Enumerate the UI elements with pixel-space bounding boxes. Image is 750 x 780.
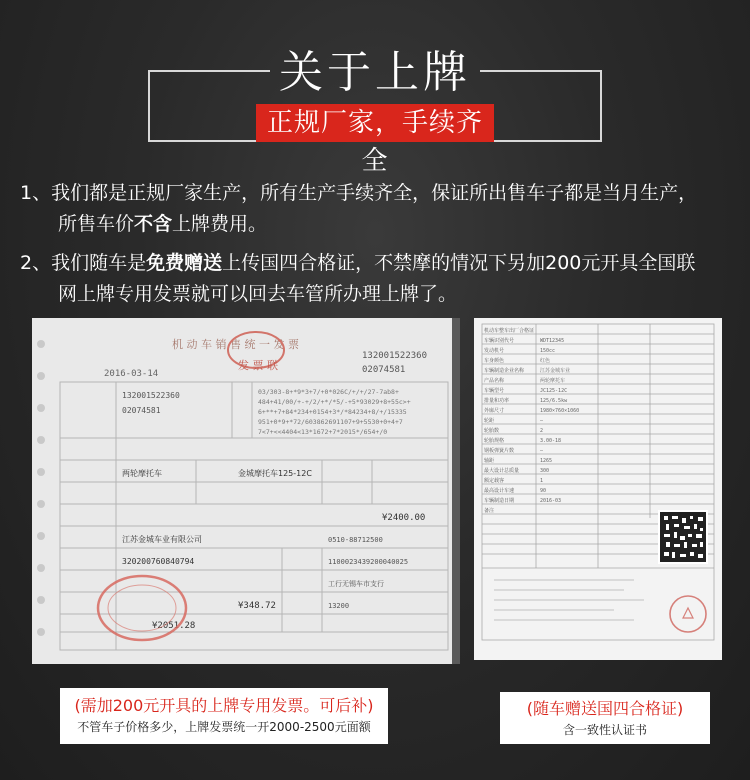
invoice-bank: 工行无锡车市支行: [328, 580, 384, 588]
cert-label: 车身颜色: [484, 358, 505, 364]
cert-label: 车辆型号: [484, 388, 505, 394]
invoice-image: [32, 318, 460, 664]
cert-value: 3.00-18: [540, 438, 562, 444]
p1-text-b: 上牌费用。: [172, 213, 268, 235]
paragraph-1-line-2: [20, 209, 732, 240]
cert-value: 1: [540, 478, 544, 484]
certificate-svg: [474, 318, 722, 660]
qr-code-icon: [658, 510, 708, 564]
cert-label: 轮胎数: [484, 428, 500, 434]
certificate-image: [474, 318, 722, 660]
invoice-tax-code: 320200760840794: [122, 557, 195, 566]
cert-value: 90: [540, 488, 547, 494]
cert-value: 2016-03: [540, 498, 562, 504]
cert-value: —: [540, 418, 544, 424]
cert-label: 钢板弹簧片数: [484, 448, 515, 454]
cert-value: 1980×760×1060: [540, 408, 580, 414]
cipher-line: 6+**+7+84*234+0154+3*/*84234+8/+/15335: [258, 408, 407, 416]
cert-label: 排量和功率: [484, 398, 510, 404]
invoice-bank-phone: 0510-88712500: [328, 536, 383, 544]
cert-label: 产品名称: [484, 378, 505, 384]
invoice-contact: 13200: [328, 602, 350, 610]
cert-label: 车辆制造企业名称: [484, 368, 525, 374]
p1-text-a: 所售车价: [58, 213, 135, 235]
cert-label: 最大设计总质量: [484, 468, 520, 474]
cipher-line: 484+41/00/+-+/2/+*/*5/-+5*93029+8+55c>+: [258, 398, 411, 406]
paragraph-2: [20, 248, 732, 310]
paragraph-1-line-1: 1、我们都是正规厂家生产，所有生产手续齐全，保证所出售车子都是当月生产，: [20, 182, 698, 204]
invoice-date: 2016-03-14: [104, 369, 159, 379]
cert-label: 车辆制造日期: [484, 498, 515, 504]
cipher-line: 951+0*9+*72/603862691107+9+5530+0+4+7: [258, 418, 403, 426]
cert-label: 轮胎规格: [484, 438, 505, 444]
cipher-line: 7<7+<<4404<13*1672+7*2015*/654+/0: [258, 428, 388, 436]
invoice-number-2: 02074581: [122, 406, 161, 415]
cert-label: 发动机号: [484, 348, 505, 354]
cert-label: 轮距: [484, 418, 495, 424]
invoice-stamp: 发 票 联: [238, 359, 278, 372]
cert-value: 125/6.5kw: [540, 398, 568, 404]
cert-label: 外廓尺寸: [484, 408, 505, 414]
invoice-amount: ¥348.72: [238, 601, 276, 611]
certificate-caption-note: 含一致性认证书: [562, 723, 647, 737]
invoice-caption: [60, 688, 388, 744]
paragraph-2-line-1: [20, 248, 732, 279]
p2-bold: 免费赠送: [146, 252, 223, 274]
invoice-header: 机 动 车 销 售 统 一 发 票: [172, 338, 299, 351]
cert-value: 江苏金城车业: [540, 368, 571, 374]
cert-value: 红色: [540, 358, 551, 364]
invoice-seller: 江苏金城车业有限公司: [122, 535, 202, 544]
invoice-svg: [32, 318, 460, 664]
cert-label: 备注: [484, 508, 495, 514]
cert-value: 300: [540, 468, 550, 474]
cert-value: 150cc: [540, 348, 556, 354]
cert-value: 两轮摩托车: [540, 378, 566, 384]
subtitle-banner: 正规厂家，手续齐全: [256, 104, 494, 142]
cipher-line: 03/303-8+*9*3+7/+0*026C/+/+/27-7ab8+: [258, 388, 399, 396]
p2-text-a: 2、我们随车是: [20, 252, 147, 274]
certificate-caption-red: (随车赠送国四合格证): [526, 699, 684, 718]
invoice-model: 金城摩托车125-12C: [238, 469, 312, 478]
certificate-caption: [500, 692, 710, 744]
invoice-code: 132001522360: [362, 351, 428, 361]
paragraph-2-line-2: 网上牌专用发票就可以回去车管所办理上牌了。: [58, 283, 458, 305]
invoice-caption-red: (需加200元开具的上牌专用发票。可后补): [74, 696, 374, 715]
cert-label: 最高设计车速: [484, 488, 515, 494]
cert-value: 2: [540, 428, 544, 434]
cert-label: 轴距: [484, 458, 495, 464]
invoice-caption-note: 不管车子价格多少，上牌发票统一开2000-2500元面额: [77, 720, 371, 734]
p2-text-b: 上传国四合格证，不禁摩的情况下另加200元开具全国联: [222, 252, 696, 274]
invoice-price: ¥2400.00: [382, 513, 426, 523]
invoice-account: 1100023439200040025: [328, 558, 409, 566]
page-title: 关于上牌: [279, 47, 471, 98]
invoice-org-code: 132001522360: [122, 391, 180, 400]
cert-label: 额定载客: [484, 478, 505, 484]
cert-value: JC125-12C: [540, 388, 568, 394]
invoice-number: 02074581: [362, 365, 406, 375]
invoice-total: ¥2051.28: [152, 621, 196, 631]
paragraph-1: [20, 178, 732, 240]
invoice-vehicle-type: 两轮摩托车: [122, 469, 162, 478]
cert-value: —: [540, 448, 544, 454]
p1-bold: 不含: [134, 213, 173, 235]
cert-value: 1265: [540, 458, 553, 464]
cert-label: 车辆识别代号: [484, 338, 515, 344]
cert-label: 机动车整车出厂合格证: [484, 328, 535, 334]
cert-value: WDT12345: [540, 338, 565, 344]
